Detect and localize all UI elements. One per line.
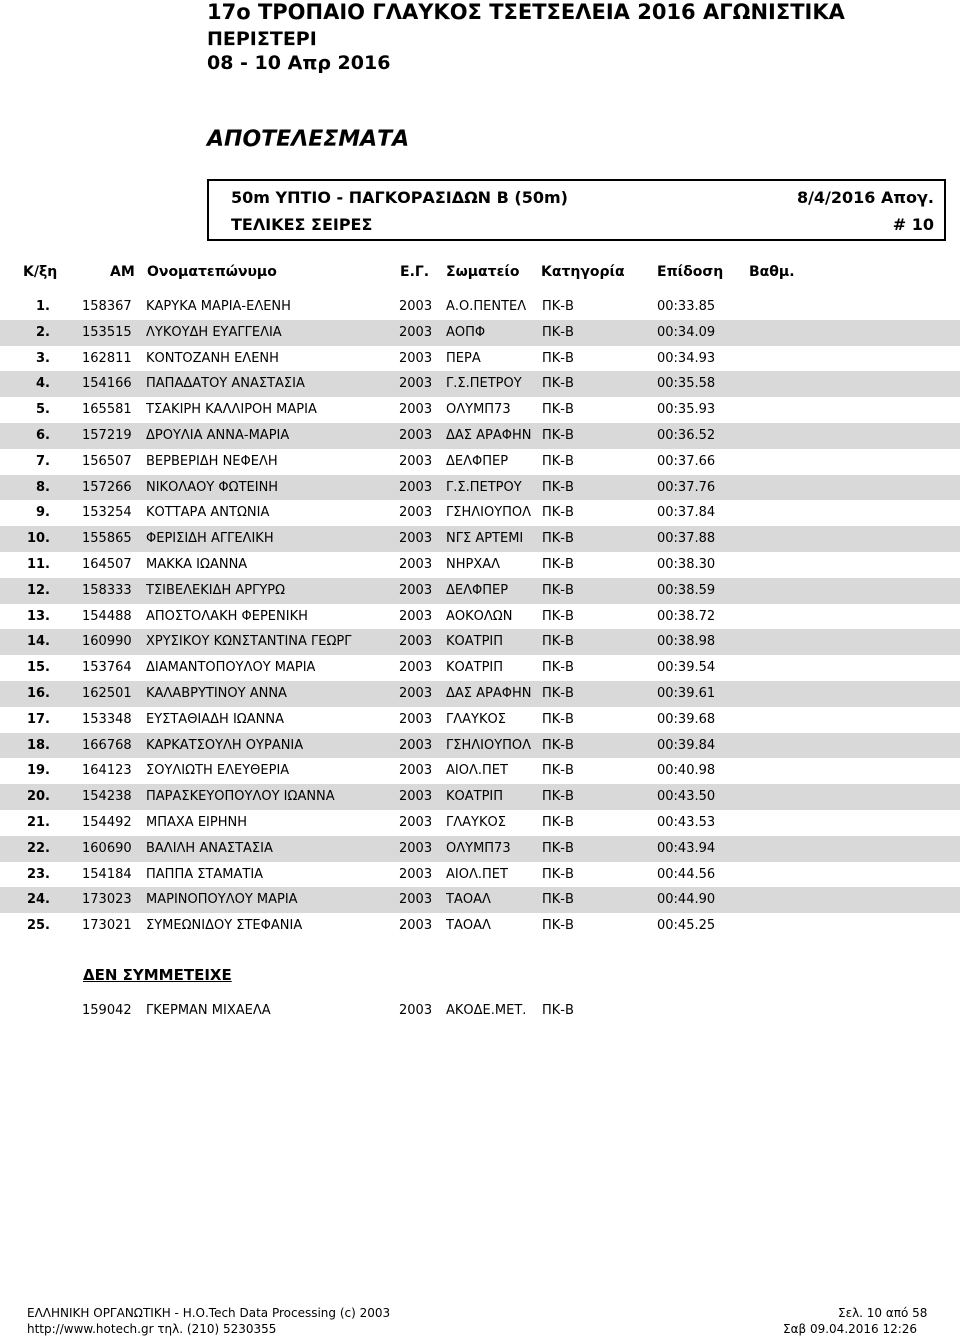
result-position: 12. xyxy=(26,582,50,598)
result-position: 21. xyxy=(26,814,50,830)
result-time: 00:43.50 xyxy=(657,789,716,805)
result-club: ΑΟΠΦ xyxy=(446,324,486,340)
result-am: 157219 xyxy=(82,427,132,443)
result-category: ΠΚ-Β xyxy=(542,402,574,418)
result-name: ΜΑΡΙΝΟΠΟΥΛΟΥ ΜΑΡΙΑ xyxy=(146,892,298,908)
result-yob: 2003 xyxy=(399,608,433,624)
event-name: 50m ΥΠΤΙΟ - ΠΑΓΚΟΡΑΣΙΔΩΝ Β (50m) xyxy=(231,188,568,207)
result-time: 00:43.53 xyxy=(657,814,716,830)
result-yob: 2003 xyxy=(399,376,433,392)
result-position: 5. xyxy=(36,402,50,418)
result-position: 6. xyxy=(36,427,50,443)
result-time: 00:34.09 xyxy=(657,324,716,340)
result-am: 153515 xyxy=(82,324,132,340)
result-yob: 2003 xyxy=(399,866,433,882)
result-club: Γ.Σ.ΠΕΤΡΟΥ xyxy=(446,479,522,495)
result-category: ΠΚ-Β xyxy=(542,634,574,650)
result-yob: 2003 xyxy=(399,763,433,779)
result-name: ΣΟΥΛΙΩΤΗ ΕΛΕΥΘΕΡΙΑ xyxy=(146,763,290,779)
result-position: 13. xyxy=(26,608,50,624)
result-am: 153348 xyxy=(82,711,132,727)
table-row xyxy=(0,784,960,810)
meet-venue: ΠΕΡΙΣΤΕΡΙ xyxy=(207,28,317,50)
result-category: ΠΚ-Β xyxy=(542,505,574,521)
table-row xyxy=(0,578,960,604)
table-row xyxy=(0,836,960,862)
footer-timestamp: Σαβ 09.04.2016 12:26 xyxy=(783,1322,918,1336)
result-am: 156507 xyxy=(82,453,132,469)
result-am: 160990 xyxy=(82,634,132,650)
result-club: ΟΛΥΜΠ73 xyxy=(446,840,511,856)
result-position: 19. xyxy=(26,763,50,779)
table-row xyxy=(0,526,960,552)
result-yob: 2003 xyxy=(399,711,433,727)
result-club: ΤΑΟΑΛ xyxy=(446,918,491,934)
result-am: 153764 xyxy=(82,660,132,676)
result-time: 00:37.66 xyxy=(657,453,716,469)
result-am: 165581 xyxy=(82,402,132,418)
result-time: 00:37.84 xyxy=(657,505,716,521)
result-club: ΓΣΗΛΙΟΥΠΟΛ xyxy=(446,505,532,521)
result-am: 173021 xyxy=(82,918,132,934)
result-club: ΔΑΣ ΑΡΑΦΗΝ xyxy=(446,427,532,443)
result-name: ΜΑΚΚΑ ΙΩΑΝΝΑ xyxy=(146,556,248,572)
result-category: ΠΚ-Β xyxy=(542,685,574,701)
result-time: 00:40.98 xyxy=(657,763,716,779)
result-position: 11. xyxy=(26,556,50,572)
result-club: Α.Ο.ΠΕΝΤΕΛ xyxy=(446,299,527,314)
footer-contact: http://www.hotech.gr τηλ. (210) 5230355 xyxy=(27,1322,277,1336)
result-name: ΕΥΣΤΑΘΙΑΔΗ ΙΩΑΝΝΑ xyxy=(146,711,284,727)
table-row xyxy=(0,346,960,372)
result-category: ΠΚ-Β xyxy=(542,866,574,882)
result-club: ΔΑΣ ΑΡΑΦΗΝ xyxy=(446,685,532,701)
table-row xyxy=(0,371,960,397)
result-time: 00:35.58 xyxy=(657,376,716,392)
result-name: ΒΑΛΙΛΗ ΑΝΑΣΤΑΣΙΑ xyxy=(146,840,273,856)
result-name: ΚΑΡΚΑΤΣΟΥΛΗ ΟΥΡΑΝΙΑ xyxy=(146,737,304,753)
table-row xyxy=(0,758,960,784)
result-name: ΚΟΤΤΑΡΑ ΑΝΤΩΝΙΑ xyxy=(146,505,270,521)
result-am: 162501 xyxy=(82,685,132,701)
result-position: 7. xyxy=(36,453,50,469)
result-category: ΠΚ-Β xyxy=(542,737,574,753)
result-am: 155865 xyxy=(82,531,132,547)
result-time: 00:36.52 xyxy=(657,427,716,443)
table-row xyxy=(0,294,960,320)
result-club: ΑΟΚΟΛΩΝ xyxy=(446,608,513,624)
result-position: 2. xyxy=(36,324,50,340)
result-am: 164123 xyxy=(82,763,132,779)
result-name: ΚΑΡΥΚΑ ΜΑΡΙΑ-ΕΛΕΝΗ xyxy=(146,299,291,314)
result-time: 00:39.54 xyxy=(657,660,716,676)
result-time: 00:38.59 xyxy=(657,582,716,598)
table-row xyxy=(0,423,960,449)
dns-club: ΑΚΟΔΕ.ΜΕΤ. xyxy=(446,1003,527,1018)
result-club: ΠΕΡΑ xyxy=(446,350,481,366)
table-row xyxy=(0,397,960,423)
result-time: 00:37.88 xyxy=(657,531,716,547)
result-position: 25. xyxy=(26,918,50,934)
result-yob: 2003 xyxy=(399,737,433,753)
col-category-header: Κατηγορία xyxy=(541,264,625,280)
result-category: ΠΚ-Β xyxy=(542,918,574,934)
result-yob: 2003 xyxy=(399,556,433,572)
dns-am: 159042 xyxy=(82,1003,132,1018)
result-category: ΠΚ-Β xyxy=(542,479,574,495)
result-yob: 2003 xyxy=(399,582,433,598)
result-category: ΠΚ-Β xyxy=(542,789,574,805)
result-yob: 2003 xyxy=(399,350,433,366)
result-club: ΓΛΑΥΚΟΣ xyxy=(446,814,506,830)
result-category: ΠΚ-Β xyxy=(542,556,574,572)
result-category: ΠΚ-Β xyxy=(542,711,574,727)
result-category: ΠΚ-Β xyxy=(542,608,574,624)
col-time-header: Επίδοση xyxy=(657,264,724,280)
event-round: ΤΕΛΙΚΕΣ ΣΕΙΡΕΣ xyxy=(231,215,373,234)
table-row xyxy=(0,500,960,526)
result-club: ΝΗΡΧΑΛ xyxy=(446,556,501,572)
col-club-header: Σωματείο xyxy=(446,264,520,280)
result-time: 00:39.61 xyxy=(657,685,716,701)
result-time: 00:34.93 xyxy=(657,350,716,366)
result-club: ΤΑΟΑΛ xyxy=(446,892,491,908)
result-club: ΑΙΟΛ.ΠΕΤ xyxy=(446,866,508,882)
result-position: 23. xyxy=(26,866,50,882)
result-am: 173023 xyxy=(82,892,132,908)
result-position: 1. xyxy=(36,299,50,314)
result-category: ΠΚ-Β xyxy=(542,814,574,830)
result-category: ΠΚ-Β xyxy=(542,324,574,340)
table-row xyxy=(0,655,960,681)
result-am: 154184 xyxy=(82,866,132,882)
col-am-header: ΑΜ xyxy=(110,264,135,280)
result-time: 00:33.85 xyxy=(657,299,716,314)
result-time: 00:43.94 xyxy=(657,840,716,856)
result-am: 158367 xyxy=(82,299,132,314)
result-position: 18. xyxy=(26,737,50,753)
result-time: 00:39.68 xyxy=(657,711,716,727)
table-row xyxy=(0,862,960,888)
result-name: ΝΙΚΟΛΑΟΥ ΦΩΤΕΙΝΗ xyxy=(146,479,279,495)
result-am: 154488 xyxy=(82,608,132,624)
result-time: 00:44.90 xyxy=(657,892,716,908)
result-am: 162811 xyxy=(82,350,132,366)
table-row xyxy=(0,629,960,655)
footer-org: ΕΛΛΗΝΙΚΗ ΟΡΓΑΝΩΤΙΚΗ - Η.Ο.Tech Data Processing (c) 2003 xyxy=(27,1306,391,1320)
result-yob: 2003 xyxy=(399,660,433,676)
result-club: ΓΛΑΥΚΟΣ xyxy=(446,711,506,727)
result-yob: 2003 xyxy=(399,685,433,701)
result-position: 15. xyxy=(26,660,50,676)
col-yob-header: Ε.Γ. xyxy=(400,264,430,280)
result-yob: 2003 xyxy=(399,299,433,314)
result-name: ΤΣΑΚΙΡΗ ΚΑΛΛΙΡΟΗ ΜΑΡΙΑ xyxy=(146,402,317,418)
result-position: 9. xyxy=(36,505,50,521)
table-row xyxy=(0,475,960,501)
table-row xyxy=(0,887,960,913)
result-position: 16. xyxy=(26,685,50,701)
result-yob: 2003 xyxy=(399,918,433,934)
result-category: ΠΚ-Β xyxy=(542,453,574,469)
dns-yob: 2003 xyxy=(399,1003,433,1018)
result-category: ΠΚ-Β xyxy=(542,660,574,676)
result-yob: 2003 xyxy=(399,814,433,830)
result-yob: 2003 xyxy=(399,531,433,547)
result-position: 3. xyxy=(36,350,50,366)
result-time: 00:38.98 xyxy=(657,634,716,650)
section-title: ΑΠΟΤΕΛΕΣΜΑΤΑ xyxy=(207,127,410,152)
result-yob: 2003 xyxy=(399,479,433,495)
result-yob: 2003 xyxy=(399,892,433,908)
result-name: ΤΣΙΒΕΛΕΚΙΔΗ ΑΡΓΥΡΩ xyxy=(146,582,286,598)
result-name: ΣΥΜΕΩΝΙΔΟΥ ΣΤΕΦΑΝΙΑ xyxy=(146,918,303,934)
result-club: ΚΟΑΤΡΙΠ xyxy=(446,789,504,805)
result-yob: 2003 xyxy=(399,505,433,521)
result-category: ΠΚ-Β xyxy=(542,840,574,856)
result-am: 164507 xyxy=(82,556,132,572)
result-name: ΠΑΠΠΑ ΣΤΑΜΑΤΙΑ xyxy=(146,866,264,882)
result-time: 00:44.56 xyxy=(657,866,716,882)
result-am: 154238 xyxy=(82,789,132,805)
result-name: ΦΕΡΙΣΙΔΗ ΑΓΓΕΛΙΚΗ xyxy=(146,531,274,547)
result-yob: 2003 xyxy=(399,324,433,340)
result-category: ΠΚ-Β xyxy=(542,350,574,366)
result-am: 166768 xyxy=(82,737,132,753)
result-position: 8. xyxy=(36,479,50,495)
result-am: 160690 xyxy=(82,840,132,856)
result-name: ΠΑΡΑΣΚΕΥΟΠΟΥΛΟΥ ΙΩΑΝΝΑ xyxy=(146,789,335,805)
event-number: # 10 xyxy=(892,215,934,234)
result-am: 157266 xyxy=(82,479,132,495)
table-row xyxy=(0,707,960,733)
result-position: 22. xyxy=(26,840,50,856)
table-row xyxy=(0,681,960,707)
result-time: 00:37.76 xyxy=(657,479,716,495)
result-am: 153254 xyxy=(82,505,132,521)
result-time: 00:45.25 xyxy=(657,918,716,934)
event-date: 8/4/2016 Απογ. xyxy=(796,188,934,207)
table-row xyxy=(0,733,960,759)
result-position: 20. xyxy=(26,789,50,805)
result-name: ΛΥΚΟΥΔΗ ΕΥΑΓΓΕΛΙΑ xyxy=(146,324,282,340)
result-name: ΠΑΠΑΔΑΤΟΥ ΑΝΑΣΤΑΣΙΑ xyxy=(146,376,305,392)
result-name: ΜΠΑΧΑ ΕΙΡΗΝΗ xyxy=(146,814,247,830)
result-category: ΠΚ-Β xyxy=(542,376,574,392)
result-club: ΝΓΣ ΑΡΤΕΜΙ xyxy=(446,531,524,547)
table-row xyxy=(0,552,960,578)
dns-category: ΠΚ-Β xyxy=(542,1003,574,1018)
result-position: 10. xyxy=(26,531,50,547)
result-club: ΔΕΛΦΠΕΡ xyxy=(446,453,509,469)
result-yob: 2003 xyxy=(399,453,433,469)
col-name-header: Ονοματεπώνυμο xyxy=(147,264,277,280)
result-position: 17. xyxy=(26,711,50,727)
dns-row xyxy=(0,998,960,1024)
footer-page: Σελ. 10 από 58 xyxy=(838,1306,928,1320)
result-club: Γ.Σ.ΠΕΤΡΟΥ xyxy=(446,376,522,392)
meet-dates: 08 - 10 Απρ 2016 xyxy=(207,52,391,74)
result-category: ΠΚ-Β xyxy=(542,582,574,598)
table-row xyxy=(0,604,960,630)
result-time: 00:38.30 xyxy=(657,556,716,572)
result-club: ΟΛΥΜΠ73 xyxy=(446,402,511,418)
result-name: ΔΡΟΥΛΙΑ ΑΝΝΑ-ΜΑΡΙΑ xyxy=(146,427,290,443)
result-time: 00:38.72 xyxy=(657,608,716,624)
result-yob: 2003 xyxy=(399,634,433,650)
dns-name: ΓΚΕΡΜΑΝ ΜΙΧΑΕΛΑ xyxy=(146,1003,271,1018)
result-yob: 2003 xyxy=(399,840,433,856)
result-position: 24. xyxy=(26,892,50,908)
result-club: ΔΕΛΦΠΕΡ xyxy=(446,582,509,598)
dns-heading: ΔΕΝ ΣΥΜΜΕΤΕΙΧΕ xyxy=(83,966,232,984)
result-yob: 2003 xyxy=(399,789,433,805)
result-club: ΑΙΟΛ.ΠΕΤ xyxy=(446,763,508,779)
result-position: 14. xyxy=(26,634,50,650)
result-position: 4. xyxy=(36,376,50,392)
table-row xyxy=(0,449,960,475)
result-time: 00:35.93 xyxy=(657,402,716,418)
result-yob: 2003 xyxy=(399,427,433,443)
event-box xyxy=(207,179,946,241)
table-row xyxy=(0,913,960,939)
result-name: ΧΡΥΣΙΚΟΥ ΚΩΝΣΤΑΝΤΙΝΑ ΓΕΩΡΓ xyxy=(146,634,352,650)
result-name: ΚΟΝΤΟΖΑΝΗ ΕΛΕΝΗ xyxy=(146,350,279,366)
result-name: ΑΠΟΣΤΟΛΑΚΗ ΦΕΡΕΝΙΚΗ xyxy=(146,608,308,624)
result-category: ΠΚ-Β xyxy=(542,892,574,908)
result-am: 154492 xyxy=(82,814,132,830)
meet-title: 17ο ΤΡΟΠΑΙΟ ΓΛΑΥΚΟΣ ΤΣΕΤΣΕΛΕΙΑ 2016 ΑΓΩΝΙΣΤΙΚΑ xyxy=(207,0,845,24)
result-am: 158333 xyxy=(82,582,132,598)
table-row xyxy=(0,810,960,836)
result-time: 00:39.84 xyxy=(657,737,716,753)
result-am: 154166 xyxy=(82,376,132,392)
result-club: ΚΟΑΤΡΙΠ xyxy=(446,660,504,676)
results-table xyxy=(0,294,960,939)
result-category: ΠΚ-Β xyxy=(542,427,574,443)
result-name: ΚΑΛΑΒΡΥΤΙΝΟΥ ΑΝΝΑ xyxy=(146,685,287,701)
result-club: ΓΣΗΛΙΟΥΠΟΛ xyxy=(446,737,532,753)
result-yob: 2003 xyxy=(399,402,433,418)
col-position-header: Κ/ξη xyxy=(23,264,58,280)
table-row xyxy=(0,320,960,346)
result-category: ΠΚ-Β xyxy=(542,763,574,779)
result-name: ΒΕΡΒΕΡΙΔΗ ΝΕΦΕΛΗ xyxy=(146,453,278,469)
result-category: ΠΚ-Β xyxy=(542,531,574,547)
result-name: ΔΙΑΜΑΝΤΟΠΟΥΛΟΥ ΜΑΡΙΑ xyxy=(146,660,316,676)
result-club: ΚΟΑΤΡΙΠ xyxy=(446,634,504,650)
result-category: ΠΚ-Β xyxy=(542,299,574,314)
col-points-header: Βαθμ. xyxy=(749,264,795,280)
